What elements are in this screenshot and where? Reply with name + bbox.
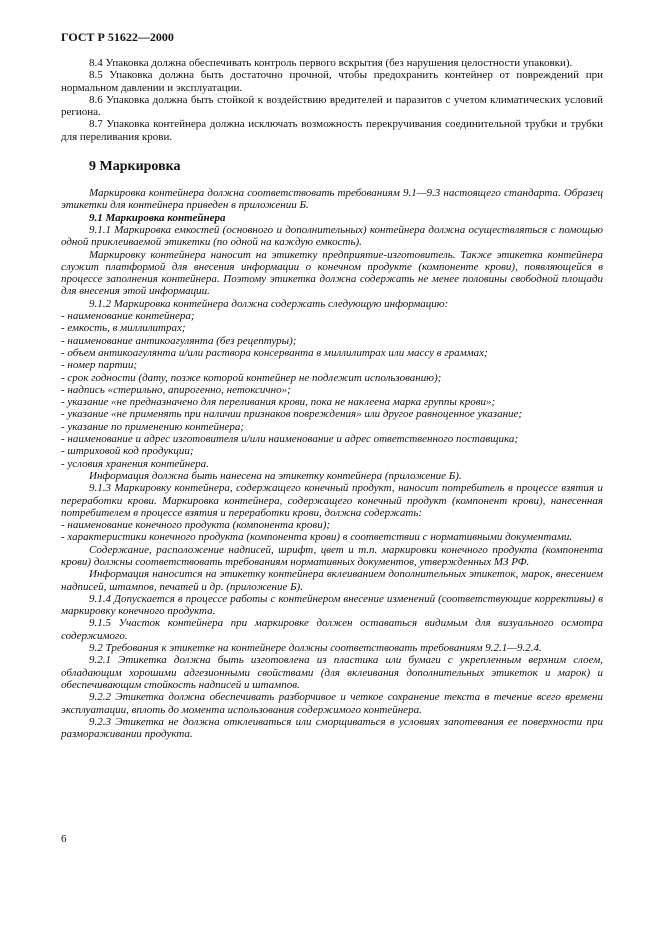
para-8-4: 8.4 Упаковка должна обеспечивать контроль первого вскрытия (без нарушения целостности упаковки). [89,57,573,69]
para-9-1-3b: Содержание, расположение надписей, шрифт, цвет и т.п. маркировки конечного продукта (компонента крови) должны соответствовать требованиям нормативных документов, утвержденных МЗ РФ. [61,543,603,568]
list-item: - условия хранения контейнера. [61,457,209,470]
para-9-1-1b: Маркировку контейнера наносит на этикетку предприятие-изготовитель. Также этикетка контейнера служит платформой для внесения информации о конечном продукте (компоненте крови), появляющейся в процессе заполнения контейнера. Поэтому этикетка должна содержать не менее половины свободной площади для внесения этой информации. [61,248,603,298]
list-item: - емкость, в миллилитрах; [61,322,186,335]
list-9-1-2 [61,310,603,470]
para-9-2-2: 9.2.2 Этикетка должна обеспечивать разборчивое и четкое сохранение текста в течение всего времени эксплуатации, вплоть до момента использования содержимого контейнера. [61,691,603,716]
para-9-2-1: 9.2.1 Этикетка должна быть изготовлена из пластика или бумаги с укрепленным верхним слоем, обладающим хорошими адгезионными свойствами (для вклеивания дополнительных этикеток и марок) и обеспечивающим стойкость надписей и штампов. [61,654,603,691]
para-9-1-2: 9.1.2 Маркировка контейнера должна содержать следующую информацию: [89,297,449,310]
para-9-2-3: 9.2.3 Этикетка не должна отклеиваться или сморщиваться в условиях запотевания ее поверхности при размораживании продукта. [61,715,603,741]
para-9-1-4: 9.1.4 Допускается в процессе работы с контейнером внесение изменений (соответствующие коррективы) в маркировку конечного продукта. [61,592,603,618]
page-number: 6 [61,833,67,845]
para-9-2: 9.2 Требования к этикетке на контейнере должны соответствовать требованиям 9.2.1—9.2.4. [89,642,542,655]
document-code: ГОСТ Р 51622—2000 [61,30,174,44]
list-item: - объем антикоагулянта и/или раствора консерванта в миллилитрах или массу в граммах; [61,346,488,359]
section-9-title: 9 Маркировка [89,159,181,175]
para-9-1-3c: Информация наносится на этикетку контейнера вклеиванием дополнительных этикеток, марок, внесением надписей, штампов, печатей и др. (приложение Б). [61,568,603,593]
list-item: - наименование конечного продукта (компонента крови); [61,519,331,532]
list-item: - указание «не применять при наличии признаков повреждения» или другое равноценное указание; [61,408,523,421]
list-item: - наименование антикоагулянта (без рецептуры); [61,334,297,347]
para-8-5: 8.5 Упаковка должна быть достаточно прочной, чтобы предохранить контейнер от повреждений при нормальном давлении и эксплуатации. [61,69,603,94]
list-item: - указание по применению контейнера; [61,420,245,433]
section-9-body [61,187,603,740]
list-item: - надпись «стерильно, апирогенно, нетоксично»; [61,383,291,396]
list-item: - указание «не предназначено для переливания крови, пока не наклеена марка группы крови»; [61,396,496,409]
para-8-7: 8.7 Упаковка контейнера должна исключать возможность перекручивания соединительной трубки и трубки для переливания крови. [61,118,603,143]
para-9-1-1: 9.1.1 Маркировка емкостей (основного и дополнительных) контейнера должна осуществляться с помощью одной приклеиваемой этикетки (по одной на каждую емкость). [61,223,603,249]
document-page [61,30,603,740]
list-item: - характеристики конечного продукта (компонента крови) в соответствии с нормативными документами. [61,531,573,544]
section-9-intro: Маркировка контейнера должна соответствовать требованиям 9.1—9.3 настоящего стандарта. Образец этикетки для контейнера приведен в приложении Б. [61,187,603,212]
list-item: - наименование контейнера; [61,310,195,323]
subsection-9-1-title: 9.1 Маркировка контейнера [89,211,226,224]
list-9-1-3 [61,519,603,544]
para-9-1-3: 9.1.3 Маркировку контейнера, содержащего конечный продукт, наносит потребитель в процессе взятия и переработки крови. Маркировка контейнера, содержащего конечный продукт (компонент крови), нанесенная потребителем в процессе взятия и переработки крови, должна содержать: [61,482,603,519]
para-9-1-2b: Информация должна быть нанесена на этикетку контейнера (приложение Б). [89,469,462,482]
list-item: - наименование и адрес изготовителя и/или наименование и адрес ответственного поставщика; [61,433,519,446]
para-9-1-5: 9.1.5 Участок контейнера при маркировке должен оставаться видимым для визуального осмотра содержимого. [61,617,603,642]
para-8-6: 8.6 Упаковка должна быть стойкой к воздействию вредителей и паразитов с учетом климатических условий региона. [61,93,603,119]
list-item: - срок годности (дату, позже которой контейнер не подлежит использованию); [61,371,442,384]
list-item: - номер партии; [61,359,138,372]
list-item: - штриховой код продукции; [61,445,194,458]
